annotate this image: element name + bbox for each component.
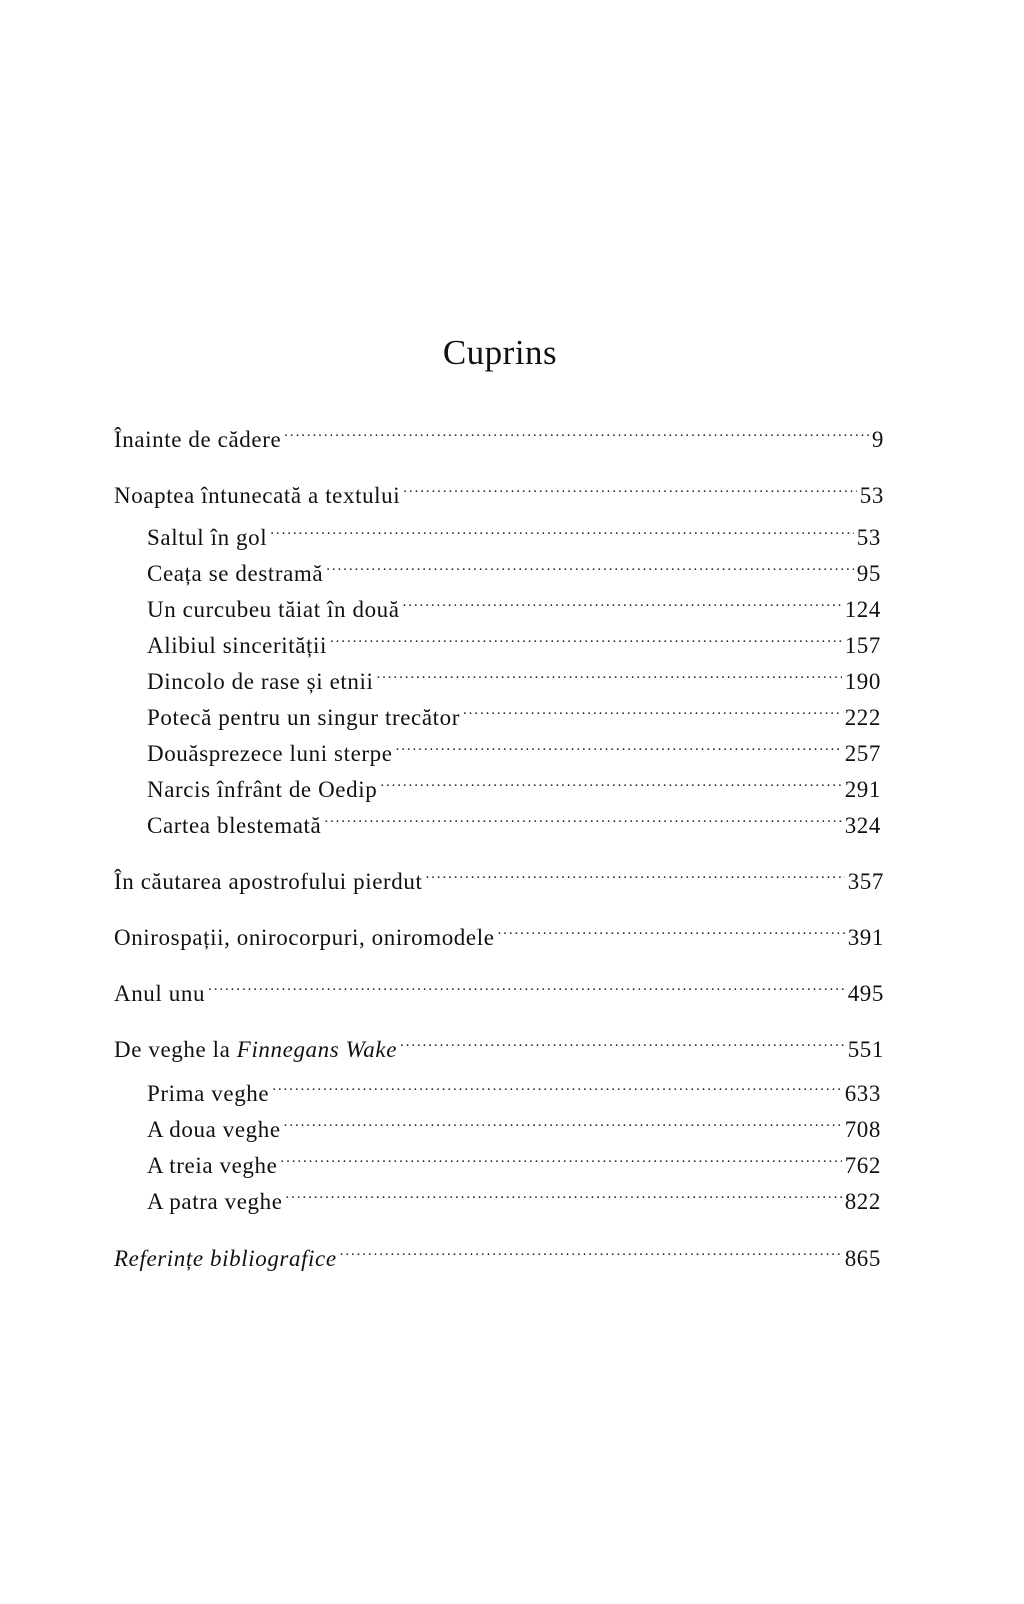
toc-entry-page: 762 — [844, 1153, 881, 1178]
toc-entry-title: Dincolo de rase și etnii — [147, 669, 374, 694]
toc-leader-dots — [426, 855, 845, 889]
toc-entry[interactable] — [114, 967, 884, 1006]
toc-entry-page: 865 — [844, 1246, 881, 1271]
toc-entry[interactable] — [114, 413, 884, 452]
toc-entry-title: Narcis înfrânt de Oedip — [147, 777, 378, 802]
toc-entry-title: În căutarea apostrofului pierdut — [114, 869, 423, 894]
toc-entry-page: 157 — [844, 633, 881, 658]
toc-entry-title: Ceața se destramă — [147, 561, 324, 586]
toc-entry-title-prefix: De veghe la — [114, 1037, 237, 1062]
toc-entry-page: 324 — [844, 813, 881, 838]
toc-subentry[interactable] — [147, 727, 881, 766]
toc-entry-title: A treia veghe — [147, 1153, 278, 1178]
page-title: Cuprins — [442, 333, 558, 373]
toc-leader-dots — [376, 655, 841, 689]
toc-subentry[interactable] — [147, 799, 881, 838]
toc-entry[interactable] — [114, 1023, 884, 1062]
toc-entry-title: Prima veghe — [147, 1081, 270, 1106]
toc-entry-page: 9 — [871, 427, 884, 452]
toc-entry-page: 53 — [859, 483, 884, 508]
toc-entry-page: 257 — [844, 741, 881, 766]
toc-leader-dots — [380, 763, 841, 797]
toc-entry-page: 495 — [847, 981, 884, 1006]
toc-entry-title: Saltul în gol — [147, 525, 268, 550]
toc-leader-dots — [498, 911, 845, 945]
toc-subentry[interactable] — [147, 619, 881, 658]
toc-entry-page: 190 — [844, 669, 881, 694]
toc-entry-page: 391 — [847, 925, 884, 950]
toc-entry-title: A patra veghe — [147, 1189, 283, 1214]
toc-entry-page: 633 — [844, 1081, 881, 1106]
toc-subentry[interactable] — [147, 511, 881, 550]
toc-leader-dots — [324, 799, 841, 833]
toc-entry-title: Anul unu — [114, 981, 206, 1006]
toc-entry[interactable] — [114, 911, 884, 950]
toc-leader-dots — [403, 469, 857, 503]
toc-leader-dots — [284, 1103, 842, 1137]
toc-leader-dots — [326, 547, 854, 581]
toc-entry-page: 291 — [844, 777, 881, 802]
toc-entry-title: Noaptea întunecată a textului — [114, 483, 401, 508]
toc-leader-dots — [396, 727, 842, 761]
toc-leader-dots — [284, 413, 869, 447]
toc-entry-title: Douăsprezece luni sterpe — [147, 741, 393, 766]
toc-subentry[interactable] — [147, 1067, 881, 1106]
toc-subentry[interactable] — [147, 1175, 881, 1214]
toc-leader-dots — [286, 1175, 842, 1209]
toc-leader-dots — [280, 1139, 841, 1173]
toc-entry-title: Un curcubeu tăiat în două — [147, 597, 400, 622]
toc-subentry[interactable] — [147, 1103, 881, 1142]
toc-entry[interactable] — [114, 469, 884, 508]
toc-leader-dots — [330, 619, 842, 653]
toc-entry-title: Înainte de cădere — [114, 427, 282, 452]
toc-subentry[interactable] — [147, 583, 881, 622]
toc-leader-dots — [270, 511, 854, 545]
toc-entry-page: 53 — [856, 525, 881, 550]
toc-entry-page: 222 — [844, 705, 881, 730]
toc-entry-title: Potecă pentru un singur trecător — [147, 705, 460, 730]
toc-entry-page: 357 — [847, 869, 884, 894]
toc-entry-title — [114, 1033, 397, 1067]
toc-entry[interactable] — [114, 1232, 881, 1271]
toc-leader-dots — [272, 1067, 841, 1101]
toc-leader-dots — [403, 583, 842, 617]
toc-entry-title: A doua veghe — [147, 1117, 281, 1142]
toc-entry-title: Cartea blestemată — [147, 813, 322, 838]
toc-subentry[interactable] — [147, 763, 881, 802]
toc-entry[interactable] — [114, 855, 884, 894]
toc-leader-dots — [340, 1232, 842, 1266]
toc-leader-dots — [463, 691, 842, 725]
toc-entry-title: Onirospații, onirocorpuri, oniromodele — [114, 925, 495, 950]
toc-entry-title: Referințe bibliografice — [114, 1246, 337, 1271]
toc-entry-page: 551 — [847, 1037, 884, 1062]
toc-entry-page: 822 — [844, 1189, 881, 1214]
toc-entry-title-italic: Finnegans Wake — [236, 1037, 398, 1062]
toc-subentry[interactable] — [147, 1139, 881, 1178]
toc-entry-page: 708 — [844, 1117, 881, 1142]
toc-subentry[interactable] — [147, 691, 881, 730]
toc-subentry[interactable] — [147, 547, 881, 586]
toc-leader-dots — [400, 1023, 845, 1057]
toc-entry-title: Alibiul sincerității — [147, 633, 327, 658]
toc-entry-page: 124 — [844, 597, 881, 622]
toc-subentry[interactable] — [147, 655, 881, 694]
toc-leader-dots — [208, 967, 845, 1001]
toc-entry-page: 95 — [856, 561, 881, 586]
